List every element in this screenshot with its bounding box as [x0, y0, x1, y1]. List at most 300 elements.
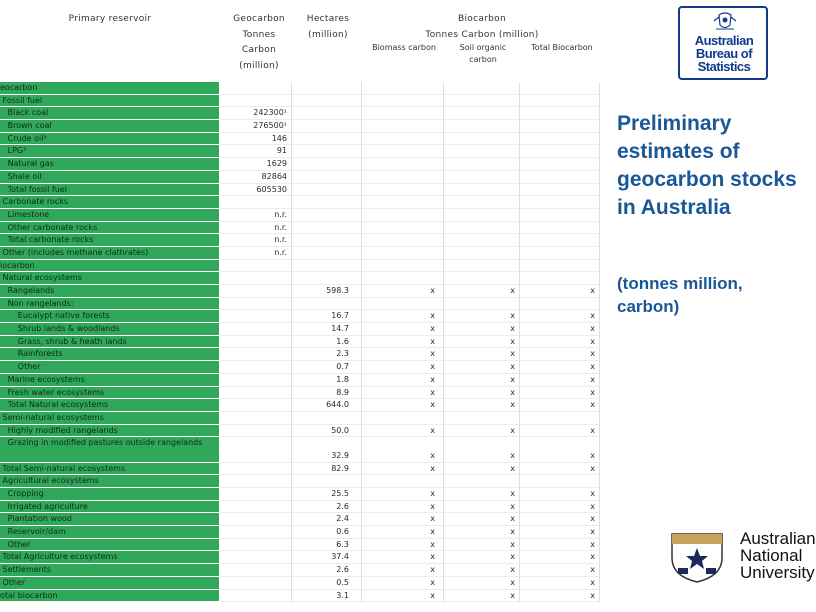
value-cell-bm[interactable]: x [362, 336, 444, 349]
value-cell-tot[interactable] [520, 298, 600, 311]
value-cell-tot[interactable]: x [520, 399, 600, 412]
header-soil-organic-line: Soil organic [459, 43, 507, 52]
value-cell-geo[interactable]: 242300¹ [220, 107, 292, 120]
value-cell-hec[interactable] [292, 120, 362, 133]
value-cell-tot[interactable] [520, 247, 600, 260]
value-cell-tot[interactable]: x [520, 463, 600, 476]
value-cell-bm[interactable] [362, 222, 444, 235]
row-label-cell[interactable]: Limestone [0, 209, 220, 222]
value-cell-tot[interactable]: x [520, 513, 600, 526]
value-cell-geo[interactable] [220, 361, 292, 374]
value-cell-bm[interactable] [362, 145, 444, 158]
value-cell-hec[interactable] [292, 82, 362, 95]
value-cell-tot[interactable]: x [520, 539, 600, 552]
anu-logo-line: University [740, 563, 815, 582]
value-cell-soc[interactable] [444, 158, 520, 171]
row-label-cell[interactable]: Other [0, 539, 220, 552]
value-cell-geo[interactable] [220, 95, 292, 108]
header-geocarbon-line: (million) [239, 60, 279, 71]
value-cell-hec[interactable] [292, 95, 362, 108]
row-label-cell[interactable]: Grass, shrub & heath lands [0, 336, 220, 349]
table-row [0, 222, 600, 235]
value-cell-soc[interactable] [444, 234, 520, 247]
value-cell-soc[interactable]: x [444, 577, 520, 590]
value-cell-tot[interactable] [520, 209, 600, 222]
row-label-cell[interactable]: Total fossil fuel [0, 184, 220, 197]
anu-logo-line: National [740, 546, 803, 565]
header-geocarbon [224, 12, 294, 74]
table-row [0, 234, 600, 247]
value-cell-tot[interactable]: x [520, 437, 600, 462]
row-label-cell[interactable]: Rainforests [0, 348, 220, 361]
value-cell-tot[interactable]: x [520, 387, 600, 400]
table-row [0, 412, 600, 425]
value-cell-bm[interactable]: x [362, 437, 444, 462]
value-cell-bm[interactable]: x [362, 577, 444, 590]
value-cell-hec[interactable]: 2.6 [292, 501, 362, 514]
value-cell-tot[interactable]: x [520, 590, 600, 603]
row-label-cell[interactable]: iocarbon [0, 260, 220, 273]
value-cell-tot[interactable] [520, 158, 600, 171]
value-cell-geo[interactable]: 605530 [220, 184, 292, 197]
value-cell-bm[interactable] [362, 133, 444, 146]
value-cell-hec[interactable]: 0.7 [292, 361, 362, 374]
table-row [0, 336, 600, 349]
value-cell-geo[interactable] [220, 272, 292, 285]
value-cell-geo[interactable] [220, 323, 292, 336]
header-geocarbon-line: Carbon [241, 45, 277, 55]
row-label-cell[interactable]: Brown coal [0, 120, 220, 133]
value-cell-soc[interactable]: x [444, 425, 520, 438]
value-cell-tot[interactable] [520, 234, 600, 247]
value-cell-bm[interactable] [362, 234, 444, 247]
header-primary-reservoir-text: Primary reservoir [68, 14, 152, 24]
table-row [0, 361, 600, 374]
value-cell-geo[interactable] [220, 399, 292, 412]
value-cell-soc[interactable]: x [444, 463, 520, 476]
value-cell-hec[interactable] [292, 272, 362, 285]
value-cell-hec[interactable] [292, 171, 362, 184]
value-cell-geo[interactable] [220, 298, 292, 311]
coat-of-arms-icon [710, 11, 740, 31]
value-cell-tot[interactable]: x [520, 577, 600, 590]
value-cell-geo[interactable] [220, 425, 292, 438]
value-cell-bm[interactable]: x [362, 551, 444, 564]
value-cell-geo[interactable] [220, 526, 292, 539]
value-cell-hec[interactable] [292, 234, 362, 247]
value-cell-bm[interactable]: x [362, 513, 444, 526]
value-cell-hec[interactable] [292, 475, 362, 488]
row-label-cell[interactable]: Total Semi-natural ecosystems [0, 463, 220, 476]
value-cell-soc[interactable]: x [444, 399, 520, 412]
header-soil-organic-line: carbon [469, 55, 497, 64]
row-label-cell[interactable]: Rangelands [0, 285, 220, 298]
header-biocarbon-line: Biocarbon [458, 14, 506, 24]
row-label-cell[interactable]: Non rangelands: [0, 298, 220, 311]
value-cell-soc[interactable]: x [444, 539, 520, 552]
row-label-cell[interactable]: Reservoir/dam [0, 526, 220, 539]
value-cell-soc[interactable]: x [444, 437, 520, 462]
value-cell-geo[interactable] [220, 412, 292, 425]
table-row [0, 564, 600, 577]
value-cell-tot[interactable] [520, 475, 600, 488]
row-label-cell[interactable]: Black coal [0, 107, 220, 120]
value-cell-geo[interactable]: 146 [220, 133, 292, 146]
value-cell-hec[interactable]: 644.0 [292, 399, 362, 412]
value-cell-geo[interactable] [220, 260, 292, 273]
value-cell-geo[interactable] [220, 374, 292, 387]
value-cell-hec[interactable]: 0.6 [292, 526, 362, 539]
table-row [0, 184, 600, 197]
value-cell-soc[interactable] [444, 107, 520, 120]
table-row [0, 120, 600, 133]
value-cell-bm[interactable] [362, 82, 444, 95]
value-cell-geo[interactable] [220, 82, 292, 95]
value-cell-soc[interactable]: x [444, 564, 520, 577]
value-cell-geo[interactable]: n.r. [220, 222, 292, 235]
value-cell-tot[interactable]: x [520, 526, 600, 539]
row-label-cell[interactable]: Natural gas [0, 158, 220, 171]
row-label-cell[interactable]: Cropping [0, 488, 220, 501]
row-label-cell[interactable]: Shale oil [0, 171, 220, 184]
value-cell-tot[interactable] [520, 145, 600, 158]
value-cell-hec[interactable] [292, 247, 362, 260]
value-cell-hec[interactable]: 2.3 [292, 348, 362, 361]
table-row [0, 285, 600, 298]
table-row [0, 590, 600, 603]
table-row [0, 158, 600, 171]
value-cell-geo[interactable] [220, 348, 292, 361]
value-cell-hec[interactable]: 16.7 [292, 310, 362, 323]
value-cell-hec[interactable] [292, 412, 362, 425]
value-cell-tot[interactable] [520, 133, 600, 146]
value-cell-soc[interactable] [444, 412, 520, 425]
value-cell-tot[interactable] [520, 107, 600, 120]
row-label-cell[interactable]: Settlements [0, 564, 220, 577]
value-cell-bm[interactable]: x [362, 387, 444, 400]
value-cell-hec[interactable] [292, 158, 362, 171]
slide-title: Preliminary estimates of geocarbon stocks in Australia [617, 112, 797, 219]
value-cell-soc[interactable]: x [444, 361, 520, 374]
table-row [0, 513, 600, 526]
value-cell-hec[interactable] [292, 133, 362, 146]
table-row [0, 577, 600, 590]
value-cell-tot[interactable] [520, 95, 600, 108]
value-cell-hec[interactable]: 2.6 [292, 564, 362, 577]
table-row [0, 171, 600, 184]
value-cell-bm[interactable]: x [362, 564, 444, 577]
value-cell-bm[interactable]: x [362, 399, 444, 412]
value-cell-soc[interactable] [444, 171, 520, 184]
value-cell-bm[interactable] [362, 158, 444, 171]
value-cell-hec[interactable]: 50.0 [292, 425, 362, 438]
value-cell-tot[interactable]: x [520, 564, 600, 577]
value-cell-geo[interactable]: 1629 [220, 158, 292, 171]
value-cell-hec[interactable]: 82.9 [292, 463, 362, 476]
value-cell-tot[interactable]: x [520, 336, 600, 349]
value-cell-bm[interactable]: x [362, 310, 444, 323]
value-cell-soc[interactable]: x [444, 387, 520, 400]
value-cell-bm[interactable] [362, 260, 444, 273]
row-label-cell[interactable]: eocarbon [0, 82, 220, 95]
value-cell-soc[interactable] [444, 222, 520, 235]
value-cell-tot[interactable]: x [520, 361, 600, 374]
table-row [0, 272, 600, 285]
row-label-cell[interactable]: otal biocarbon [0, 590, 220, 603]
value-cell-bm[interactable]: x [362, 501, 444, 514]
row-label-cell[interactable]: Shrub lands & woodlands [0, 323, 220, 336]
value-cell-bm[interactable] [362, 475, 444, 488]
value-cell-tot[interactable]: x [520, 488, 600, 501]
table-row [0, 437, 600, 462]
value-cell-tot[interactable] [520, 184, 600, 197]
row-label-cell[interactable]: Natural ecosystems [0, 272, 220, 285]
value-cell-tot[interactable] [520, 272, 600, 285]
value-cell-hec[interactable] [292, 260, 362, 273]
row-label-cell[interactable]: Agricultural ecosystems [0, 475, 220, 488]
value-cell-soc[interactable] [444, 184, 520, 197]
row-label-cell[interactable]: LPG³ [0, 145, 220, 158]
value-cell-bm[interactable]: x [362, 425, 444, 438]
value-cell-hec[interactable] [292, 196, 362, 209]
slide-subtitle: (tonnes million, carbon) [617, 274, 743, 316]
value-cell-hec[interactable]: 598.3 [292, 285, 362, 298]
row-label-cell[interactable]: Total Agriculture ecosystems [0, 551, 220, 564]
value-cell-geo[interactable] [220, 551, 292, 564]
table-row [0, 551, 600, 564]
table-row [0, 107, 600, 120]
value-cell-hec[interactable]: 32.9 [292, 437, 362, 462]
value-cell-soc[interactable] [444, 272, 520, 285]
value-cell-bm[interactable]: x [362, 361, 444, 374]
row-label-cell[interactable]: Other carbonate rocks [0, 222, 220, 235]
header-total-biocarbon [522, 42, 600, 54]
value-cell-bm[interactable] [362, 298, 444, 311]
table-row [0, 260, 600, 273]
abs-logo-text [682, 34, 766, 73]
row-label-cell[interactable]: Crude oil³ [0, 133, 220, 146]
row-label-cell[interactable]: Grazing in modified pastures outside rangelands [0, 437, 220, 462]
value-cell-tot[interactable]: x [520, 348, 600, 361]
value-cell-bm[interactable]: x [362, 323, 444, 336]
value-cell-bm[interactable] [362, 209, 444, 222]
value-cell-geo[interactable] [220, 387, 292, 400]
value-cell-soc[interactable]: x [444, 310, 520, 323]
value-cell-bm[interactable] [362, 247, 444, 260]
value-cell-tot[interactable]: x [520, 323, 600, 336]
value-cell-geo[interactable] [220, 285, 292, 298]
table-row [0, 95, 600, 108]
value-cell-tot[interactable] [520, 196, 600, 209]
value-cell-soc[interactable] [444, 196, 520, 209]
value-cell-bm[interactable]: x [362, 374, 444, 387]
value-cell-hec[interactable] [292, 209, 362, 222]
abs-logo-line: Statistics [697, 59, 751, 74]
value-cell-soc[interactable]: x [444, 513, 520, 526]
value-cell-soc[interactable] [444, 95, 520, 108]
value-cell-bm[interactable] [362, 171, 444, 184]
value-cell-soc[interactable]: x [444, 501, 520, 514]
value-cell-geo[interactable]: 82864 [220, 171, 292, 184]
value-cell-geo[interactable] [220, 539, 292, 552]
value-cell-hec[interactable]: 1.6 [292, 336, 362, 349]
header-biomass-carbon [364, 42, 444, 54]
value-cell-bm[interactable] [362, 120, 444, 133]
value-cell-soc[interactable] [444, 120, 520, 133]
value-cell-geo[interactable] [220, 463, 292, 476]
row-label-cell[interactable]: Plantation wood [0, 513, 220, 526]
value-cell-tot[interactable] [520, 412, 600, 425]
value-cell-bm[interactable] [362, 184, 444, 197]
value-cell-geo[interactable] [220, 501, 292, 514]
value-cell-tot[interactable]: x [520, 425, 600, 438]
value-cell-hec[interactable] [292, 145, 362, 158]
value-cell-hec[interactable] [292, 298, 362, 311]
value-cell-soc[interactable]: x [444, 348, 520, 361]
abs-logo-line: Australian [694, 33, 754, 48]
value-cell-tot[interactable] [520, 222, 600, 235]
value-cell-soc[interactable] [444, 298, 520, 311]
value-cell-soc[interactable] [444, 145, 520, 158]
value-cell-geo[interactable] [220, 437, 292, 462]
value-cell-soc[interactable]: x [444, 488, 520, 501]
value-cell-hec[interactable]: 8.9 [292, 387, 362, 400]
table-row [0, 82, 600, 95]
value-cell-soc[interactable] [444, 247, 520, 260]
table-row [0, 463, 600, 476]
value-cell-bm[interactable]: x [362, 463, 444, 476]
value-cell-bm[interactable]: x [362, 539, 444, 552]
value-cell-tot[interactable] [520, 171, 600, 184]
value-cell-bm[interactable]: x [362, 488, 444, 501]
value-cell-geo[interactable]: 276500¹ [220, 120, 292, 133]
row-label-cell[interactable]: Total carbonate rocks [0, 234, 220, 247]
value-cell-bm[interactable] [362, 95, 444, 108]
value-cell-soc[interactable] [444, 133, 520, 146]
value-cell-bm[interactable]: x [362, 348, 444, 361]
row-label-cell[interactable]: Total Natural ecosystems [0, 399, 220, 412]
header-geocarbon-line: Tonnes [242, 29, 276, 40]
value-cell-hec[interactable]: 2.4 [292, 513, 362, 526]
table-row [0, 196, 600, 209]
abs-logo [678, 6, 768, 80]
value-cell-tot[interactable] [520, 120, 600, 133]
value-cell-bm[interactable]: x [362, 590, 444, 603]
value-cell-tot[interactable]: x [520, 374, 600, 387]
value-cell-geo[interactable] [220, 513, 292, 526]
row-label-cell[interactable]: Carbonate rocks [0, 196, 220, 209]
table-row [0, 399, 600, 412]
value-cell-soc[interactable]: x [444, 285, 520, 298]
value-cell-geo[interactable] [220, 590, 292, 603]
value-cell-hec[interactable] [292, 184, 362, 197]
header-soil-organic-carbon [446, 42, 520, 66]
value-cell-soc[interactable] [444, 209, 520, 222]
value-cell-bm[interactable] [362, 196, 444, 209]
row-label-cell[interactable]: Other [0, 577, 220, 590]
header-biocarbon [364, 12, 600, 43]
value-cell-soc[interactable]: x [444, 526, 520, 539]
table-row [0, 310, 600, 323]
value-cell-hec[interactable] [292, 107, 362, 120]
row-label-cell[interactable]: Marine ecosystems [0, 374, 220, 387]
value-cell-tot[interactable]: x [520, 501, 600, 514]
header-hectares-line: Hectares [306, 14, 350, 24]
row-label-cell[interactable]: Fossil fuel [0, 95, 220, 108]
value-cell-soc[interactable] [444, 82, 520, 95]
value-cell-hec[interactable]: 0.5 [292, 577, 362, 590]
row-label-cell[interactable]: Fresh water ecosystems [0, 387, 220, 400]
value-cell-hec[interactable]: 1.8 [292, 374, 362, 387]
value-cell-hec[interactable]: 14.7 [292, 323, 362, 336]
value-cell-bm[interactable] [362, 412, 444, 425]
value-cell-hec[interactable]: 3.1 [292, 590, 362, 603]
value-cell-tot[interactable] [520, 82, 600, 95]
table-row [0, 488, 600, 501]
value-cell-bm[interactable] [362, 272, 444, 285]
value-cell-geo[interactable]: 91 [220, 145, 292, 158]
value-cell-geo[interactable] [220, 336, 292, 349]
value-cell-geo[interactable] [220, 577, 292, 590]
value-cell-hec[interactable]: 37.4 [292, 551, 362, 564]
value-cell-bm[interactable] [362, 107, 444, 120]
value-cell-geo[interactable] [220, 196, 292, 209]
row-label-cell[interactable]: Irrigated agriculture [0, 501, 220, 514]
value-cell-geo[interactable]: n.r. [220, 209, 292, 222]
table-row [0, 425, 600, 438]
table-row [0, 348, 600, 361]
header-total-biocarbon-text: Total Biocarbon [531, 43, 593, 52]
value-cell-geo[interactable] [220, 475, 292, 488]
value-cell-soc[interactable]: x [444, 323, 520, 336]
value-cell-tot[interactable] [520, 260, 600, 273]
value-cell-soc[interactable] [444, 475, 520, 488]
value-cell-bm[interactable]: x [362, 526, 444, 539]
anu-crest-icon [664, 528, 730, 584]
row-label-cell[interactable]: Highly modified rangelands [0, 425, 220, 438]
value-cell-soc[interactable] [444, 260, 520, 273]
value-cell-geo[interactable] [220, 564, 292, 577]
value-cell-soc[interactable]: x [444, 336, 520, 349]
table-body [0, 82, 600, 602]
value-cell-tot[interactable]: x [520, 310, 600, 323]
table-row [0, 247, 600, 260]
value-cell-geo[interactable]: n.r. [220, 247, 292, 260]
value-cell-hec[interactable]: 25.5 [292, 488, 362, 501]
value-cell-soc[interactable]: x [444, 374, 520, 387]
abs-logo-line: Bureau of [695, 46, 753, 61]
value-cell-geo[interactable]: n.r. [220, 234, 292, 247]
table-row [0, 133, 600, 146]
value-cell-hec[interactable] [292, 222, 362, 235]
header-hectares [296, 12, 360, 43]
value-cell-tot[interactable]: x [520, 551, 600, 564]
row-label-cell[interactable]: Eucalypt native forests [0, 310, 220, 323]
value-cell-tot[interactable]: x [520, 285, 600, 298]
header-geocarbon-line: Geocarbon [233, 14, 285, 24]
value-cell-soc[interactable]: x [444, 590, 520, 603]
value-cell-geo[interactable] [220, 310, 292, 323]
row-label-cell[interactable]: Semi-natural ecosystems [0, 412, 220, 425]
table-row [0, 209, 600, 222]
value-cell-bm[interactable]: x [362, 285, 444, 298]
row-label-cell[interactable]: Other [0, 361, 220, 374]
value-cell-geo[interactable] [220, 488, 292, 501]
value-cell-hec[interactable]: 6.3 [292, 539, 362, 552]
row-label-cell[interactable]: Other (includes methane clathrates) [0, 247, 220, 260]
value-cell-soc[interactable]: x [444, 551, 520, 564]
anu-logo-text [740, 530, 816, 581]
